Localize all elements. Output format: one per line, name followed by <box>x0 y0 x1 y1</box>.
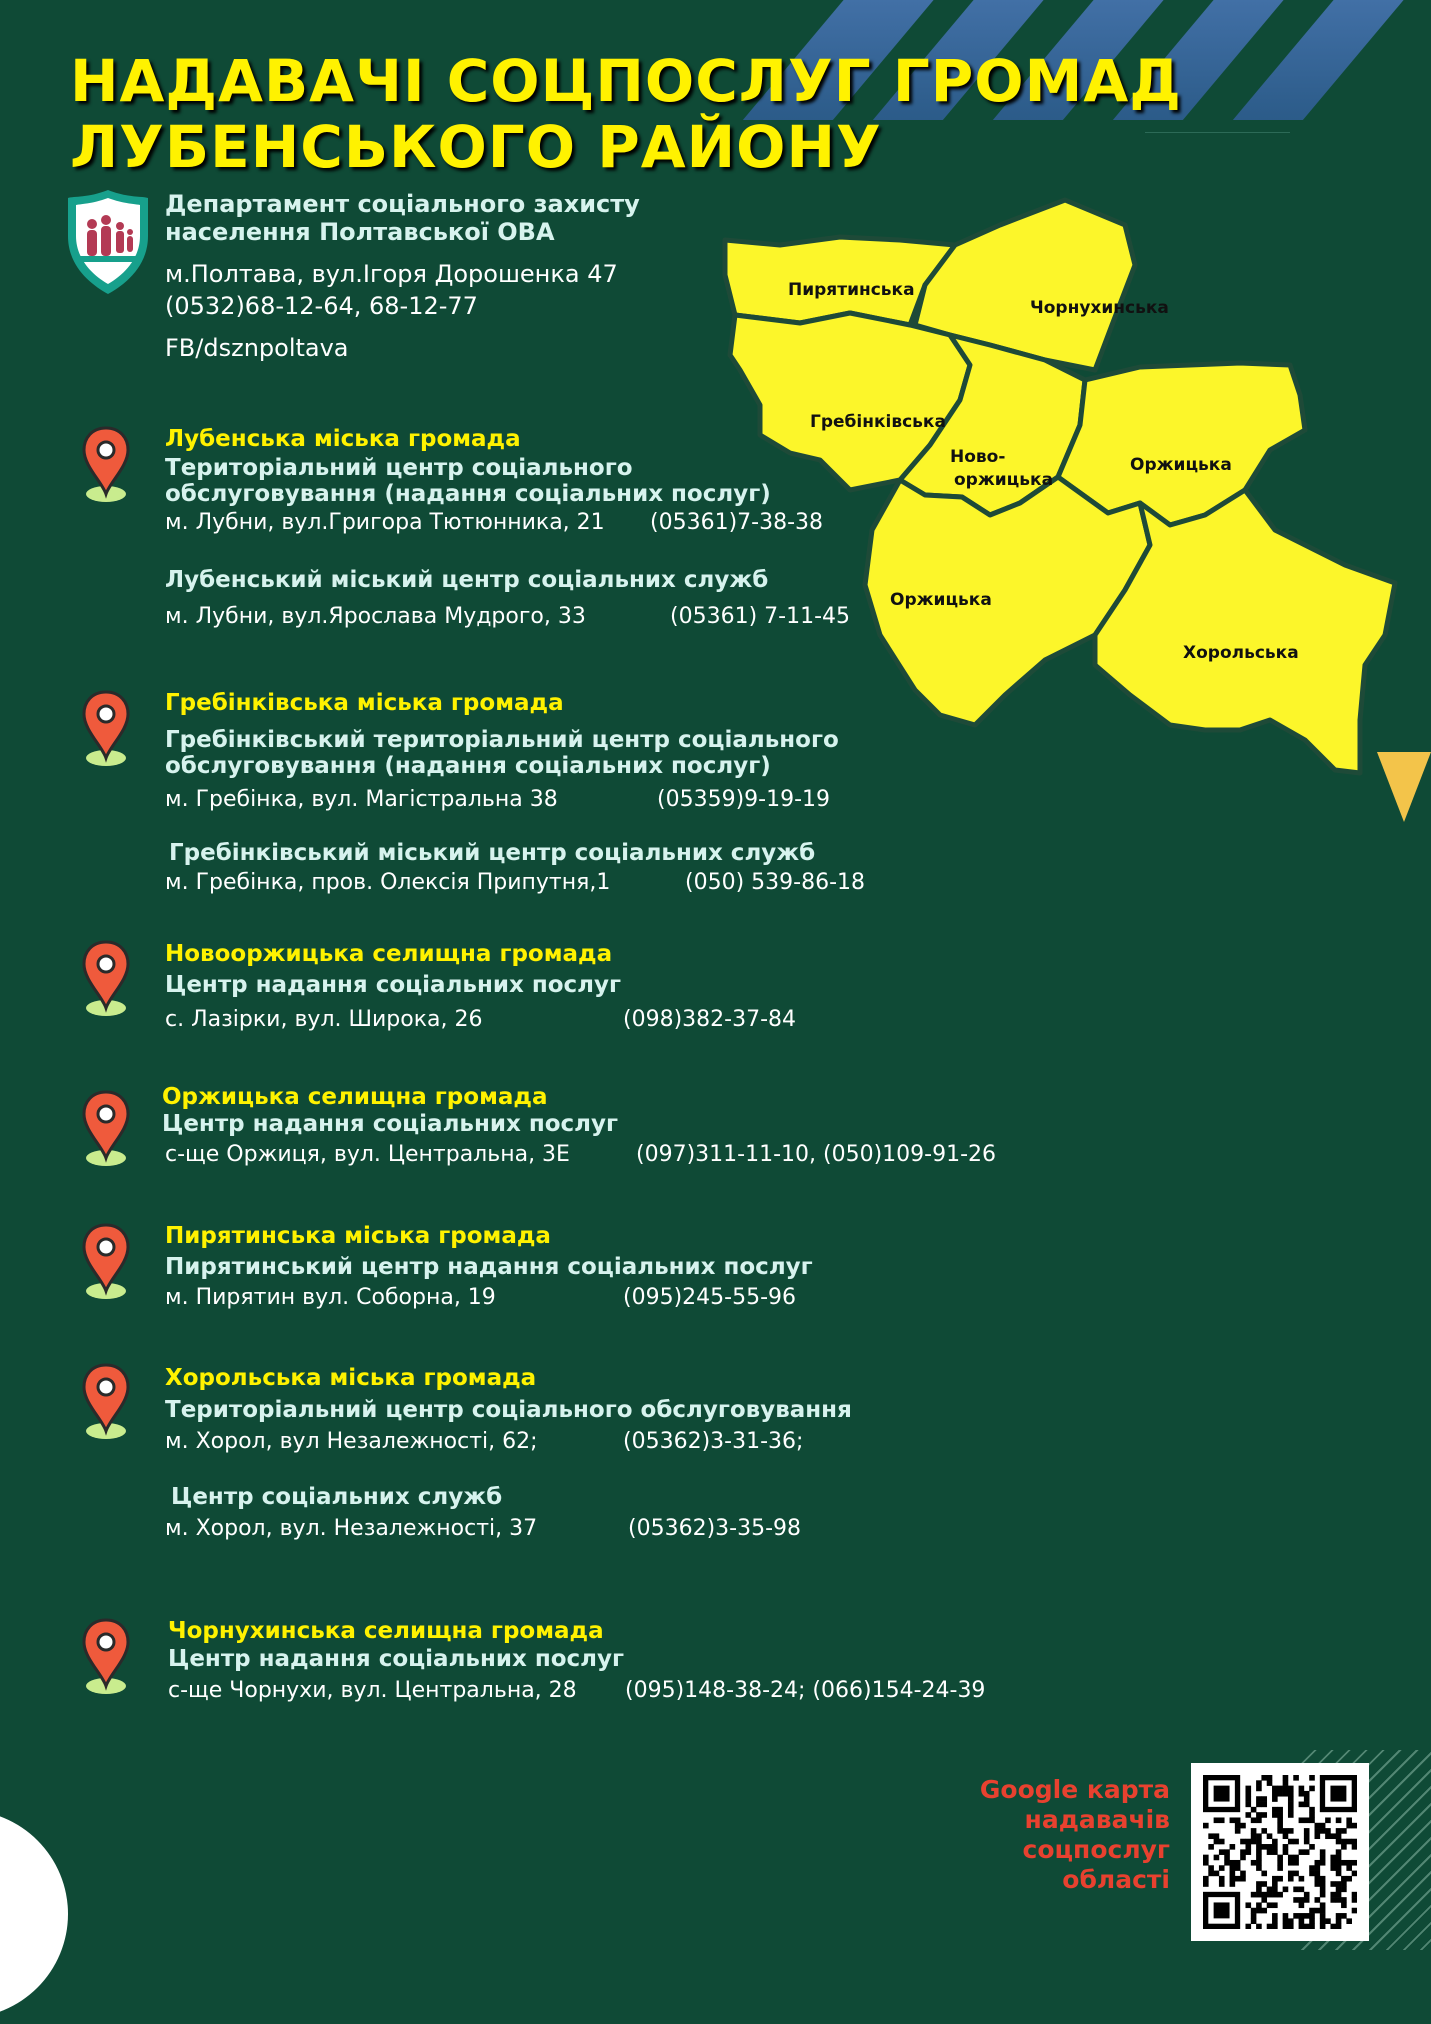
location-pin-icon <box>80 690 132 768</box>
qr-code-icon[interactable] <box>1191 1763 1369 1941</box>
provider-phone[interactable]: (095)245-55-96 <box>623 1285 797 1310</box>
google-map-caption <box>910 1775 1170 1895</box>
provider-address: м. Лубни, вул.Григора Тютюнника, 21 <box>165 510 605 535</box>
provider-address: м. Лубни, вул.Ярослава Мудрого, 33 <box>165 604 586 629</box>
community-name: Пирятинська міська громада <box>165 1223 551 1249</box>
location-pin-icon <box>80 1363 132 1441</box>
decor-circle <box>0 1810 68 2018</box>
map-label-orzhytska-south: Оржицька <box>890 590 992 610</box>
provider-name-line: Центр надання соціальних послуг <box>168 1646 625 1672</box>
page-title <box>70 48 1182 180</box>
provider-address: м. Хорол, вул. Незалежності, 37 <box>165 1516 538 1541</box>
provider-name <box>165 567 768 593</box>
provider-name <box>168 1646 624 1672</box>
google-map-caption-line: соцпослуг <box>1022 1835 1170 1864</box>
provider-phone[interactable]: (095)148-38-24; (066)154-24-39 <box>625 1678 986 1703</box>
department-name-line: Департамент соціального захисту <box>165 190 640 218</box>
provider-address: с. Лазірки, вул. Широка, 26 <box>165 1007 483 1032</box>
provider-phone[interactable]: (050) 539-86-18 <box>685 870 866 895</box>
google-map-caption-line: Google карта <box>979 1775 1170 1804</box>
provider-name-line: Лубенський міський центр соціальних служб <box>165 567 769 593</box>
department-address: м.Полтава, вул.Ігоря Дорошенка 47 <box>165 260 618 288</box>
location-pin-icon <box>80 1618 132 1696</box>
provider-name-line: Гребінківський міський центр соціальних служб <box>169 840 816 866</box>
decor-triangle <box>1377 752 1431 822</box>
provider-address: м. Пирятин вул. Соборна, 19 <box>165 1285 496 1310</box>
provider-name-line: обслуговування (надання соціальних послуг) <box>165 753 771 779</box>
community-name: Лубенська міська громада <box>165 426 521 452</box>
provider-phone[interactable]: (05359)9-19-19 <box>657 787 831 812</box>
provider-name-line: Центр надання соціальних послуг <box>165 972 622 998</box>
provider-name <box>169 840 815 866</box>
department-facebook-link[interactable]: FB/dsznpoltava <box>165 334 349 362</box>
provider-address: с-ще Чорнухи, вул. Центральна, 28 <box>168 1678 577 1703</box>
google-map-caption-line: надавачів <box>1024 1805 1170 1834</box>
community-name: Чорнухинська селищна громада <box>168 1618 604 1644</box>
community-name: Новооржицька селищна громада <box>165 941 613 967</box>
provider-name-line: Пирятинський центр надання соціальних послуг <box>165 1254 813 1280</box>
map-label-hrebinkivska: Гребінківська <box>810 412 946 432</box>
map-label-khorolska: Хорольська <box>1183 643 1299 663</box>
district-map <box>700 185 1405 785</box>
provider-address: с-ще Оржиця, вул. Центральна, 3Е <box>165 1142 570 1167</box>
location-pin-icon <box>80 1223 132 1301</box>
family-shield-logo-icon <box>66 188 150 296</box>
provider-name <box>171 1484 502 1510</box>
community-name: Гребінківська міська громада <box>165 690 564 716</box>
location-pin-icon <box>80 426 132 504</box>
location-pin-icon <box>80 940 132 1018</box>
provider-name <box>162 1111 618 1137</box>
provider-phone[interactable]: (098)382-37-84 <box>623 1007 797 1032</box>
provider-phone[interactable]: (097)311-11-10, (050)109-91-26 <box>636 1142 997 1167</box>
title-line-2: ЛУБЕНСЬКОГО РАЙОНУ <box>70 113 882 181</box>
provider-name-line: Центр соціальних служб <box>171 1484 503 1510</box>
community-name: Оржицька селищна громада <box>162 1084 548 1110</box>
provider-name-line: обслуговування (надання соціальних послуг) <box>165 481 771 507</box>
qr-code-pattern <box>1203 1775 1357 1929</box>
provider-name-line: Територіальний центр соціального <box>165 455 633 481</box>
provider-name <box>165 972 621 998</box>
map-label-novo: Ново- <box>950 447 1006 467</box>
title-line-1: НАДАВАЧІ СОЦПОСЛУГ ГРОМАД <box>70 47 1182 115</box>
map-label-orzhytska-novo: оржицька <box>954 470 1054 490</box>
provider-phone[interactable]: (05362)3-31-36; <box>623 1429 804 1454</box>
community-name: Хорольська міська громада <box>165 1365 537 1391</box>
provider-name-line: Центр надання соціальних послуг <box>162 1111 619 1137</box>
provider-name <box>165 1397 852 1423</box>
department-name-line: населення Полтавської ОВА <box>165 218 555 246</box>
department-contacts <box>165 258 618 322</box>
provider-phone[interactable]: (05361) 7-11-45 <box>670 604 851 629</box>
department-name <box>165 190 640 246</box>
provider-address: м. Хорол, вул Незалежності, 62; <box>165 1429 538 1454</box>
provider-name-line: Територіальний центр соціального обслуговування <box>165 1397 852 1423</box>
department-phones: (0532)68-12-64, 68-12-77 <box>165 292 478 320</box>
provider-phone[interactable]: (05361)7-38-38 <box>650 510 824 535</box>
provider-name <box>165 1254 813 1280</box>
provider-address: м. Гребінка, вул. Магістральна 38 <box>165 787 558 812</box>
map-label-piriatynska: Пирятинська <box>788 280 915 300</box>
provider-address: м. Гребінка, пров. Олексія Припутня,1 <box>165 870 611 895</box>
provider-name <box>165 727 839 779</box>
map-label-orzhytska-east: Оржицька <box>1130 455 1232 475</box>
provider-name <box>165 455 771 507</box>
map-label-chornukhynska: Чорнухинська <box>1030 298 1169 318</box>
provider-name-line: Гребінківський територіальний центр соціального <box>165 727 839 753</box>
google-map-caption-line: області <box>1062 1865 1170 1894</box>
location-pin-icon <box>80 1090 132 1168</box>
provider-phone[interactable]: (05362)3-35-98 <box>628 1516 802 1541</box>
